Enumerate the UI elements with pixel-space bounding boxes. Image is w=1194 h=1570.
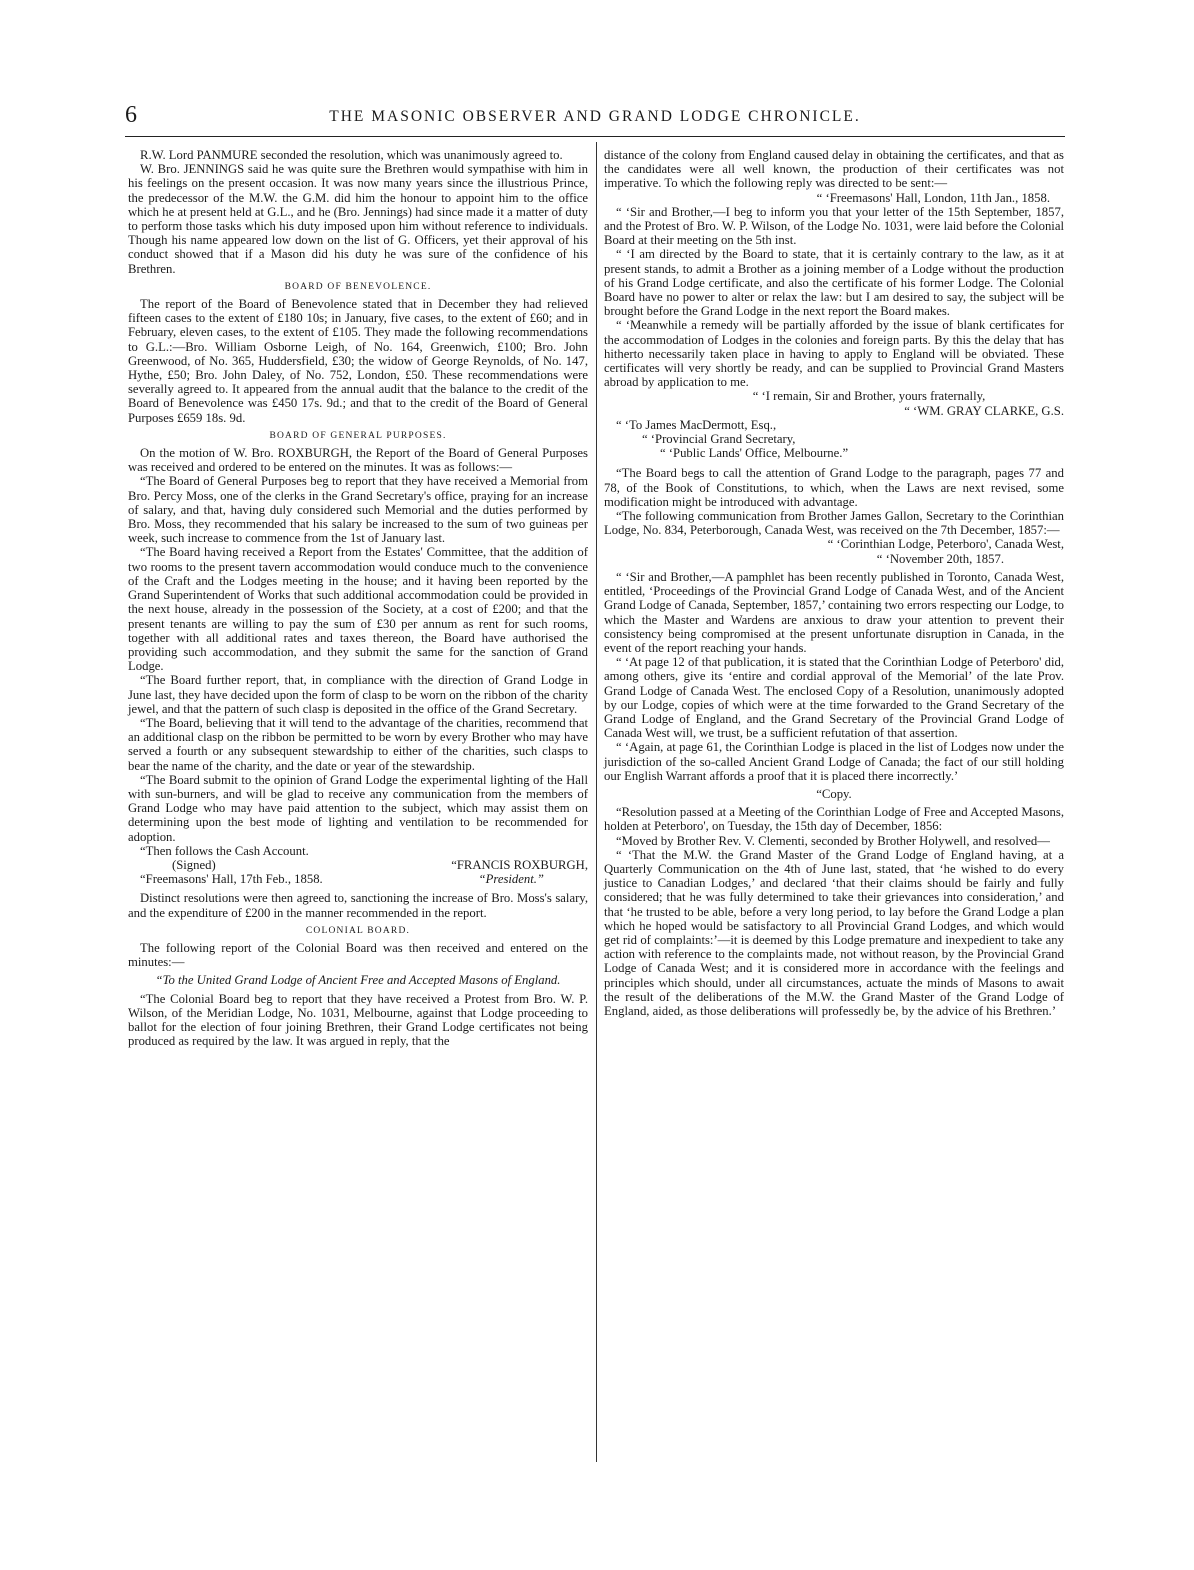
paragraph: Distinct resolutions were then agreed to, sanctioning the increase of Bro. Moss's salary, and the expenditure of £200 in the manner recommended in the report.: [128, 891, 588, 920]
paragraph: “ ‘I am directed by the Board to state, that it is certainly contrary to the law, as it at present stands, to admit a Brother as a joining member of a Lodge without the production of his Grand Lodge certificate, and also the certificate of his former Lodge. The Colonial Board have no power to alter or relax the law: but I am desired to say, the subject will be brought before the Grand Lodge in the next report the Board makes.: [604, 247, 1064, 319]
copy-label: “Copy.: [816, 786, 852, 801]
paragraph: “The Colonial Board beg to report that they have received a Protest from Bro. W. P. Wilson, of the Meridian Lodge, No. 1031, Melbourne, against that Lodge proceeding to ballot for the election of four joining Brethren, their Grand Lodge certificates not being produced as required by the law. It was argued in reply, that the: [128, 991, 588, 1049]
signatory-name: “FRANCIS ROXBURGH,: [451, 857, 588, 872]
paragraph: “The Board of General Purposes beg to report that they have received a Memorial from Bro. Percy Moss, one of the clerks in the Grand Secretary's office, praying for an increase of salary, and that, having duly considered such Memorial and the duties performed by Bro. Moss, they recommended that his salary be increased to the sum of two guineas per week, such increase to commence from the 1st of January last.: [128, 474, 588, 546]
paragraph: “The Board submit to the opinion of Grand Lodge the experimental lighting of the Hall with sun-burners, and will be glad to receive any communication from the members of Grand Lodge who may have paid attention to the subject, which may assist them on determining upon the best mode of lighting and ventilation to be recommended for adoption.: [128, 772, 588, 844]
signature-place: “Freemasons' Hall, 17th Feb., 1858.: [140, 872, 323, 887]
page-header: [125, 102, 1065, 132]
paragraph: “ ‘Meanwhile a remedy will be partially afforded by the issue of blank certificates for the accommodation of Lodges in the colonies and foreign parts. By this the delay that has hitherto necessarily taken place in having to apply to England will be obviated. These certificates will very shortly be ready, and can be supplied to Provincial Grand Masters abroad by application to me.: [604, 318, 1064, 390]
running-title: THE MASONIC OBSERVER AND GRAND LODGE CHRONICLE.: [329, 108, 861, 125]
signatory-title: “President.”: [478, 872, 544, 887]
paragraph: The report of the Board of Benevolence stated that in December they had relieved fifteen cases to the extent of £180 10s; in January, five cases, to the extent of £60; and in February, eleven cases, to the extent of £105. They made the following recommendations to G.L.:—Bro. William Osborne Leigh, of No. 164, Greenwich, £100; Bro. John Greenwood, of No. 365, Huddersfield, £30; the widow of George Reynolds, of No. 147, Hythe, £50; Bro. John Daley, of No. 752, London, £50. These recommendations were severally agreed to. It appeared from the annual audit that the balance to the credit of the Board of Benevolence was £450 17s. 9d.; and that to the credit of the Board of General Purposes £659 18s. 9d.: [128, 297, 588, 425]
paragraph: distance of the colony from England caused delay in obtaining the certificates, and that as the candidates were all well known, the production of their certificates was not imperative. To which the following reply was directed to be sent:—: [604, 148, 1064, 191]
letter-address: “ ‘Freemasons' Hall, London, 11th Jan., 1858.: [816, 190, 1050, 205]
column-divider: [596, 142, 597, 1462]
paragraph: “Then follows the Cash Account.: [140, 843, 309, 858]
letter-closing: “ ‘I remain, Sir and Brother, yours fraternally,: [752, 389, 986, 404]
addressee-line: “ ‘Public Lands' Office, Melbourne.”: [660, 446, 849, 461]
paragraph: “Moved by Brother Rev. V. Clementi, seconded by Brother Holywell, and resolved—: [616, 833, 1050, 848]
paragraph: The following report of the Colonial Board was then received and entered on the minutes:—: [128, 940, 588, 970]
paragraph: “ ‘At page 12 of that publication, it is stated that the Corinthian Lodge of Peterboro' did, among others, give its ‘entire and cordial approval of the Memorial’ of the late Prov. Grand Lodge of Canada West. The enclosed Copy of a Resolution, unanimously adopted by our Lodge, copies of which were at the time forwarded to the Grand Secretary of the Grand Lodge of England, and the Grand Secretary of the Provincial Grand Lodge of Canada West will, we trust, be a sufficient refutation of that assertion.: [604, 655, 1064, 741]
page-number: 6: [125, 102, 137, 128]
signed-label: (Signed): [172, 857, 216, 872]
report-address: “To the United Grand Lodge of Ancient Free and Accepted Masons of England.: [155, 973, 561, 988]
paragraph: On the motion of W. Bro. ROXBURGH, the Report of the Board of General Purposes was received and ordered to be entered on the minutes. It was as follows:—: [128, 446, 588, 475]
header-rule: [125, 136, 1065, 137]
addressee-line: “ ‘Provincial Grand Secretary,: [642, 432, 796, 447]
letter-address: “ ‘Corinthian Lodge, Peterboro', Canada West,: [827, 537, 1064, 552]
paragraph: R.W. Lord PANMURE seconded the resolution, which was unanimously agreed to.: [140, 148, 563, 162]
section-heading: COLONIAL BOARD.: [305, 925, 411, 936]
signature-place-line: [128, 872, 588, 886]
paragraph: “The Board further report, that, in compliance with the direction of Grand Lodge in June last, they have decided upon the form of clasp to be worn on the ribbon of the charity jewel, and that the pattern of such clasp is deposited in the office of the Grand Secretary.: [128, 673, 588, 716]
addressee-line: “ ‘To James MacDermott, Esq.,: [616, 417, 777, 432]
paragraph: “ ‘Again, at page 61, the Corinthian Lodge is placed in the list of Lodges now under the jurisdiction of the so-called Ancient Grand Lodge of Canada; the fact of our still holding our English Warrant affords a proof that it is placed there incorrectly.’: [604, 740, 1064, 783]
paragraph: “Resolution passed at a Meeting of the Corinthian Lodge of Free and Accepted Masons, holden at Peterboro', on Tuesday, the 15th day of December, 1856:: [604, 805, 1064, 834]
paragraph: “The following communication from Brother James Gallon, Secretary to the Corinthian Lodge, No. 834, Peterborough, Canada West, was received on the 7th December, 1857:—: [604, 509, 1064, 538]
paragraph: “ ‘Sir and Brother,—I beg to inform you that your letter of the 15th September, 1857, and the Protest of Bro. W. P. Wilson, of the Lodge No. 1031, were laid before the Colonial Board at their meeting on the 5th inst.: [604, 204, 1064, 248]
signature-line: [128, 858, 588, 872]
right-column: [604, 148, 1064, 1018]
paragraph: “ ‘Sir and Brother,—A pamphlet has been recently published in Toronto, Canada West, entitled, ‘Proceedings of the Provincial Grand Lodge of Canada West, and of the Ancient Grand Lodge of Canada, September, 1857,’ containing two errors respecting our Lodge, to which the Master and Wardens are anxious to draw your attention to prevent their consistency being compromised at the present unfortunate disruption in Canada, in the event of the report reaching your hands.: [604, 569, 1064, 655]
left-column: [128, 148, 588, 1048]
section-heading: BOARD OF BENEVOLENCE.: [284, 281, 432, 292]
paragraph: W. Bro. JENNINGS said he was quite sure the Brethren would sympathise with him in his feelings on the present occasion. It was now many years since the illustrious Prince, the predecessor of the M.W. the G.M. did him the honour to appoint him to the office which he at present held at G.L., and he (Bro. Jennings) had since made it a matter of duty to perform those tasks which his duty imposed upon him without reference to individuals. Though his name appeared low down on the list of G. Officers, yet their approval of his conduct showed that if a Mason did his duty he was sure of the confidence of his Brethren.: [128, 162, 588, 276]
paragraph: “The Board begs to call the attention of Grand Lodge to the paragraph, pages 77 and 78, of the Book of Constitutions, to which, when the Laws are next revised, some modification might be introduced with advantage.: [604, 466, 1064, 509]
section-heading: BOARD OF GENERAL PURPOSES.: [269, 430, 447, 441]
letter-date: “ ‘November 20th, 1857.: [876, 551, 1004, 566]
paragraph: “ ‘That the M.W. the Grand Master of the Grand Lodge of England having, at a Quarterly Communication on the 4th of June last, stated, that ‘he wished to do every justice to Canadian Lodges,’ and declared ‘that their claims should be fairly and fully considered; that he was fully determined to take their grievances into consideration,’ and that ‘he trusted to be able, before a very long period, to lay before the Grand Lodge a plan which he hoped would be satisfactory to all Provincial Grand Lodges, and which would get rid of complaints:’—it is deemed by this Lodge premature and inexpedient to take any action with reference to the complaints made, not without reason, by the Provincial Grand Lodge of Canada West; and it is considered more in accordance with the feelings and principles which should, under all circumstances, actuate the minds of Masons to await the result of the deliberations of the M.W. the Grand Master of the Grand Lodge of England, aided, as those deliberations will professedly be, by the advice of his Brethren.’: [604, 847, 1064, 1018]
paragraph: “The Board, believing that it will tend to the advantage of the charities, recommend that an additional clasp on the ribbon be permitted to be worn by every Brother who may have served a fourth or any subsequent stewardship to either of the charities, such clasps to bear the name of the charity, and the date or year of the stewardship.: [128, 715, 588, 773]
letter-signer: “ ‘WM. GRAY CLARKE, G.S.: [904, 403, 1064, 418]
paragraph: “The Board having received a Report from the Estates' Committee, that the addition of two rooms to the present tavern accommodation would conduce much to the convenience of the Craft and the Lodges meeting in the house; and it having been reported by the Grand Superintendent of Works that such additional accommodation could be provided in the next house, already in the possession of the Society, at a cost of £200; and that the present tenants are willing to pay the sum of £30 per annum as rent for such rooms, together with all additional rates and taxes thereon, the Board have authorised the providing such accommodation, and they submit the same for the sanction of Grand Lodge.: [128, 545, 588, 674]
